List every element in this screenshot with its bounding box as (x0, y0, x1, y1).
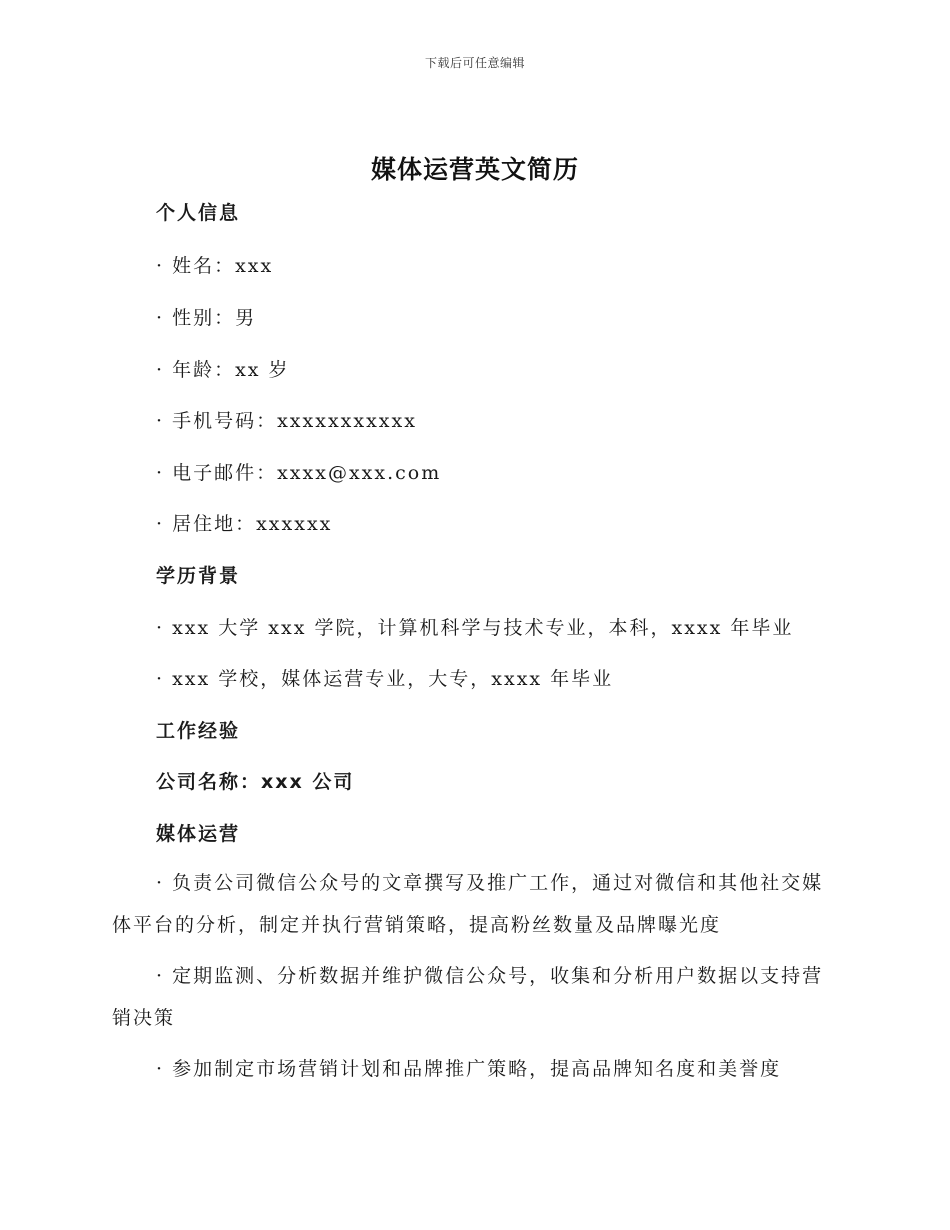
personal-item-name: · 姓名：xxx (156, 255, 274, 277)
section-heading-education: 学历背景 (156, 565, 241, 587)
job-role: 媒体运营 (156, 823, 241, 845)
section-heading-work: 工作经验 (156, 720, 241, 742)
personal-item-gender: · 性别：男 (156, 307, 257, 329)
section-heading-personal: 个人信息 (156, 202, 241, 224)
personal-item-age: · 年龄：xx 岁 (156, 359, 290, 381)
company-name: 公司名称：xxx 公司 (156, 771, 355, 793)
education-item: · xxx 大学 xxx 学院，计算机科学与技术专业，本科，xxxx 年毕业 (156, 617, 794, 639)
duty-item: · 负责公司微信公众号的文章撰写及推广工作，通过对微信和其他社交媒体平台的分析，制定并执行营销策略，提高粉丝数量及品牌曝光度 (112, 872, 824, 936)
page-title: 媒体运营英文简历 (370, 155, 579, 184)
header-note: 下载后可任意编辑 (424, 56, 525, 70)
duty-item: · 定期监测、分析数据并维护微信公众号，收集和分析用户数据以支持营销决策 (112, 965, 824, 1029)
personal-item-residence: · 居住地：xxxxxx (156, 513, 333, 535)
duty-item: · 参加制定市场营销计划和品牌推广策略，提高品牌知名度和美誉度 (156, 1058, 782, 1080)
education-item: · xxx 学校，媒体运营专业，大专，xxxx 年毕业 (156, 668, 614, 690)
personal-item-email: · 电子邮件：xxxx@xxx.com (156, 462, 442, 484)
personal-item-phone: · 手机号码：xxxxxxxxxxx (156, 410, 417, 432)
